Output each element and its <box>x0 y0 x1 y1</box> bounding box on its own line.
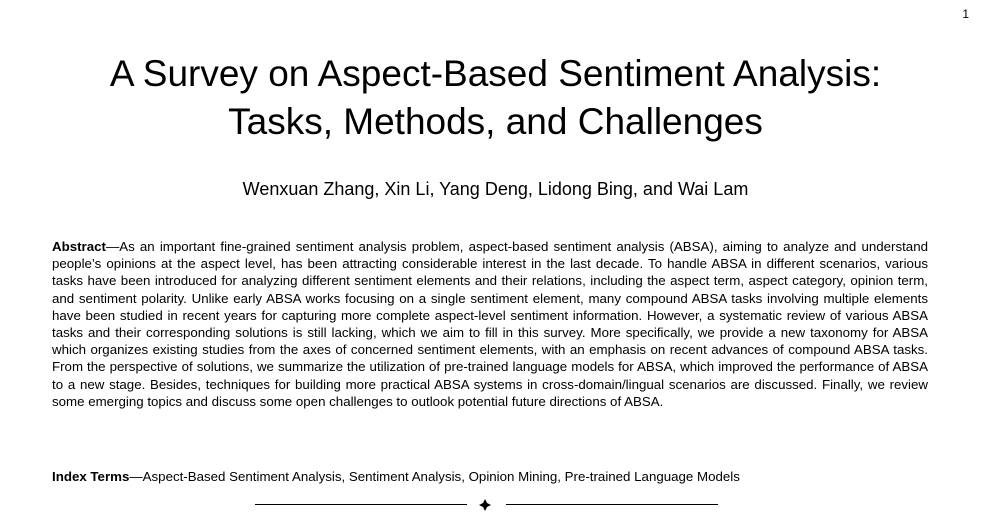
paper-title-line-2: Tasks, Methods, and Challenges <box>228 101 763 142</box>
paper-title <box>0 50 991 146</box>
abstract-text: —As an important fine-grained sentiment analysis problem, aspect-based sentiment analysis (ABSA), aiming to analyze and understand people’s opinions at the aspect level, has been attracting considerable interest in the last decade. To handle ABSA in different scenarios, various tasks have been introduced for analyzing different sentiment elements and their relations, including the aspect term, aspect category, opinion term, and sentiment polarity. Unlike early ABSA works focusing on a single sentiment element, many compound ABSA tasks involving multiple elements have been studied in recent years for capturing more complete aspect-level sentiment information. However, a systematic review of various ABSA tasks and their corresponding solutions is still lacking, which we aim to fill in this survey. More specifically, we provide a new taxonomy for ABSA which organizes existing studies from the axes of concerned sentiment elements, with an emphasis on recent advances of compound ABSA tasks. From the perspective of solutions, we summarize the utilization of pre-trained language models for ABSA, which improved the performance of ABSA to a new stage. Besides, techniques for building more practical ABSA systems in cross-domain/lingual scenarios are discussed. Finally, we review some emerging topics and discuss some open challenges to outlook potential future directions of ABSA. <box>52 239 928 409</box>
diamond-icon <box>479 499 491 511</box>
index-terms <box>52 468 932 485</box>
section-divider <box>255 496 718 512</box>
abstract-label: Abstract <box>52 239 106 254</box>
index-terms-label: Index Terms <box>52 469 130 484</box>
author-list: Wenxuan Zhang, Xin Li, Yang Deng, Lidong Bing, and Wai Lam <box>242 179 749 199</box>
divider-line-right <box>506 504 718 505</box>
paper-title-line-1: A Survey on Aspect-Based Sentiment Analysis: <box>109 53 882 94</box>
page-number: 1 <box>962 7 969 21</box>
index-terms-text: —Aspect-Based Sentiment Analysis, Sentiment Analysis, Opinion Mining, Pre-trained Language Models <box>129 469 740 484</box>
abstract <box>52 238 928 410</box>
divider-line-left <box>255 504 467 505</box>
